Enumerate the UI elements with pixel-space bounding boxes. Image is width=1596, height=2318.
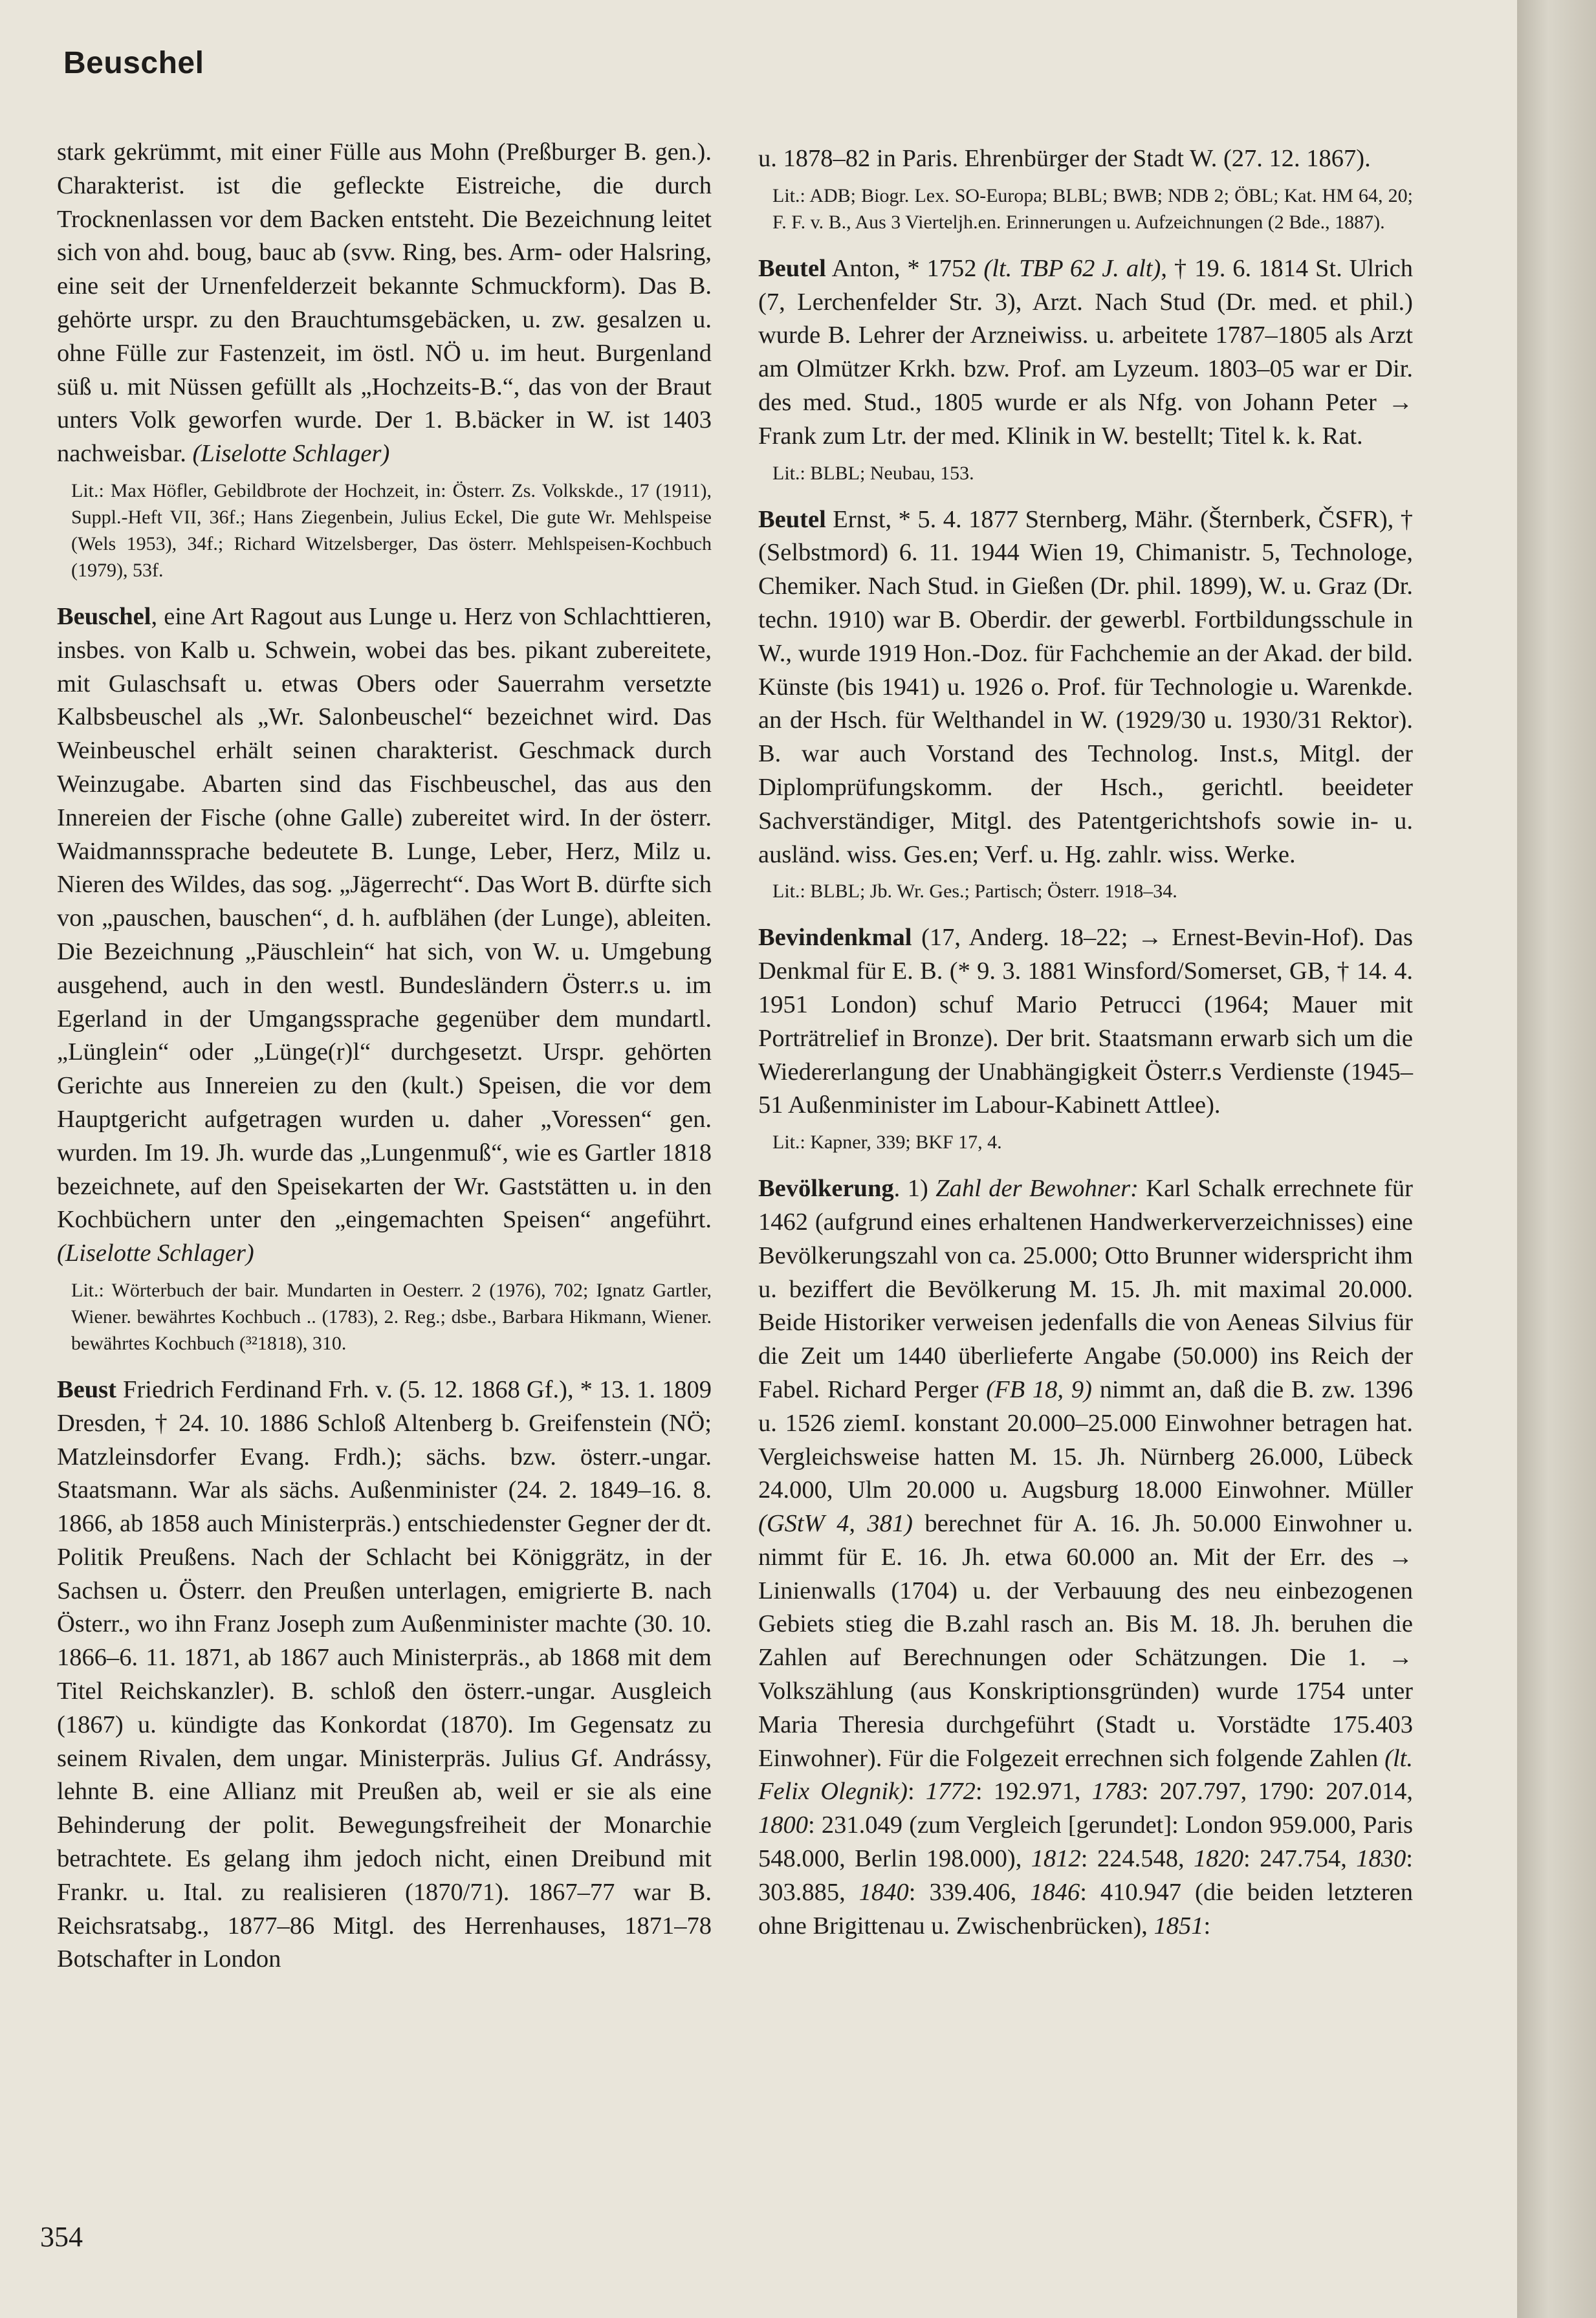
year: 1783 — [1091, 1778, 1142, 1806]
entry-text: , † 19. 6. 1814 St. Ulrich (7, Lerchenfelder Str. 3), Arzt. Nach Stud (Dr. med. et phil.) wurde B. Lehrer der Arzneiwiss. u. arbeitete 1787–1805 als Arzt am Olmützer Krkh. bzw. Prof. am Lyzeum. 1803–05 war er Dir. des med. Stud., 1805 wurde er als Nfg. von Johann Peter → Frank zum Ltr. der med. Klinik in W. bestellt; Titel k. k. Rat. — [758, 254, 1413, 450]
continuation-text: stark gekrümmt, mit einer Fülle aus Mohn (Preßburger B. gen.). Charakterist. ist die gefleckte Eistreiche, die durch Trocknenlassen vor dem Backen entsteht. Die Bezeichnung leitet sich von ahd. boug, bauc ab (svw. Ring, bes. Arm- oder Halsring, eine seit der Urnenfelderzeit bekannte Schmuckform). Das B. gehörte urspr. zu den Brauchtumsgebäcken, u. zw. gesalzen u. ohne Fülle zur Fastenzeit, im östl. NÖ u. im heut. Burgenland süß u. mit Nüssen gefüllt als „Hochzeits-B.“, das von der Braut unters Volk geworfen wurde. Der 1. B.bäcker in W. ist 1403 nachweisbar. — [57, 138, 712, 468]
section-number: . 1) — [893, 1175, 936, 1203]
entry-bevoelkerung — [758, 1172, 1413, 1943]
year: 1800 — [758, 1811, 808, 1839]
headword: Bevindenkmal — [758, 924, 912, 952]
entry-bevindenkmal — [758, 921, 1413, 1122]
left-column — [57, 136, 712, 1976]
value: : 207.797, 1790: 207.014, — [1141, 1778, 1413, 1806]
reference: (GStW 4, 381) — [758, 1510, 913, 1538]
value: : — [1203, 1912, 1211, 1940]
literature-note: Lit.: Max Höfler, Gebildbrote der Hochzeit, in: Österr. Zs. Volkskde., 17 (1911), Suppl.-Heft VII, 36f.; Hans Ziegenbein, Julius Eckel, Die gute Wr. Mehlspeise (Wels 1953), 34f.; Richard Witzelsberger, Das österr. Mehlspeisen-Kochbuch (1979), 53f. — [71, 479, 712, 581]
literature-note: Lit.: BLBL; Neubau, 153. — [772, 462, 974, 484]
page-number: 354 — [40, 2221, 83, 2253]
entry-beutel-anton — [758, 252, 1413, 454]
headword: Bevölkerung — [758, 1175, 894, 1203]
author-signature: (Liselotte Schlager) — [57, 1240, 254, 1267]
author-signature: (Liselotte Schlager) — [192, 440, 390, 468]
headword: Beust — [57, 1375, 116, 1403]
entry-text: Ernst, * 5. 4. 1877 Sternberg, Mähr. (Šternberk, ČSFR), † (Selbstmord) 6. 11. 1944 Wien 19, Chimanistr. 5, Technologe, Chemiker. Nach Stud. in Gießen (Dr. phil. 1899), W. u. Graz (Dr. techn. 1910) war B. Oberdir. der gewerbl. Fortbildungsschule in W., wurde 1919 Hon.-Doz. für Fachchemie an der Akad. der bild. Künste (bis 1941) u. 1926 o. Prof. für Technologie u. Warenkde. an der Hsch. für Welthandel in W. (1929/30 u. 1930/31 Rektor). B. war auch Vorstand des Technolog. Inst.s, Mitgl. der Diplomprüfungskomm. der Hsch., gerichtl. beeideter Sachverständiger, Mitgl. des Patentgerichtshofs sowie in- u. ausländ. wiss. Ges.en; Verf. u. Hg. zahlr. wiss. Werke. — [758, 505, 1413, 868]
reference: (FB 18, 9) — [986, 1375, 1092, 1403]
entry-continuation — [57, 136, 712, 471]
right-column — [758, 142, 1413, 1943]
value: : 224.548, — [1080, 1845, 1194, 1873]
entry-text: nimmt an, daß die B. zw. 1396 u. 1526 ziemI. konstant 20.000–25.000 Einwohner betragen hat. Vergleichsweise hatten M. 15. Jh. Nürnberg 26.000, Lübeck 24.000, Ulm 20.000 u. Augsburg 18.000 Einwohner. Müller — [758, 1375, 1413, 1504]
year: 1812 — [1031, 1845, 1081, 1873]
age-note: (lt. TBP 62 J. alt) — [983, 254, 1161, 282]
value: : 247.754, — [1243, 1845, 1357, 1873]
value: : 339.406, — [908, 1878, 1031, 1906]
headword: Beuschel — [57, 602, 151, 630]
year: 1830 — [1356, 1845, 1406, 1873]
value: : 192.971, — [975, 1778, 1092, 1806]
headword: Beutel — [758, 505, 826, 533]
entry-text: Friedrich Ferdinand Frh. v. (5. 12. 1868 Gf.), * 13. 1. 1809 Dresden, † 24. 10. 1886 Schloß Altenberg b. Greifenstein (NÖ; Matzleinsdorfer Evang. Frdh.); sächs. bzw. österr.-ungar. Staatsmann. War als sächs. Außenminister (24. 2. 1849–16. 8. 1866, ab 1858 auch Ministerpräs.) entschiedenster Gegner der dt. Politik Preußens. Nach der Schlacht bei Königgrätz, in der Sachsen u. Österr. den Preußen unterlagen, emigrierte B. nach Österr., wo ihn Franz Joseph zum Außenminister machte (30. 10. 1866–6. 11. 1871, ab 1867 auch Ministerpräs., ab 1868 mit dem Titel Reichskanzler). B. schloß den österr.-ungar. Ausgleich (1867) u. kündigte das Konkordat (1870). Im Gegensatz zu seinem Rivalen, dem ungar. Ministerpräs. Julius Gf. Andrássy, lehnte B. eine Allianz mit Preußen ab, weil er sie als eine Behinderung der polit. Bewegungsfreiheit der Monarchie betrachtete. Es gelang ihm jedoch nicht, einen Dreibund mit Frankr. u. Ital. zu realisieren (1870/71). 1867–77 war B. Reichsratsabg., 1877–86 Mitgl. des Herrenhauses, 1871–78 Botschafter in London — [57, 1375, 712, 1973]
reference: (lt. Felix Olegnik) — [758, 1744, 1413, 1806]
year: 1772 — [925, 1778, 976, 1806]
book-edge — [1517, 0, 1596, 2318]
year: 1840 — [858, 1878, 909, 1906]
entry-text: (17, Anderg. 18–22; → Ernest-Bevin-Hof). Das Denkmal für E. B. (* 9. 3. 1881 Winsford/Somerset, GB, † 14. 4. 1951 London) schuf Mario Petrucci (1964; Mauer mit Porträtrelief in Bronze). Der brit. Staatsmann erwarb sich um die Wiedererlangung der Unabhängigkeit Österr.s Verdienste (1945–51 Außenminister im Labour-Kabinett Attlee). — [758, 924, 1413, 1119]
entry-beust — [57, 1373, 712, 1976]
literature-note: Lit.: Kapner, 339; BKF 17, 4. — [772, 1132, 1002, 1154]
value: : 303.885, — [758, 1845, 1413, 1906]
literature-note: Lit.: BLBL; Jb. Wr. Ges.; Partisch; Österr. 1918–34. — [772, 880, 1177, 902]
entry-text: berechnet für A. 16. Jh. 50.000 Einwohner u. nimmt für E. 16. Jh. etwa 60.000 an. Mit der Err. des → Linienwalls (1704) u. der Verbauung des neu einbezogenen Gebiets stieg die B.zahl rasch an. Bis M. 18. Jh. beruhen die Zahlen auf Berechnungen oder Schätzungen. Die 1. → Volkszählung (aus Konskriptionsgründen) wurde 1754 unter Maria Theresia durchgeführt (Stadt u. Vorstädte 175.403 Einwohner). Für die Folgezeit errechnen sich folgende Zahlen — [758, 1510, 1413, 1772]
year: 1846 — [1030, 1878, 1080, 1906]
literature-note: Lit.: Wörterbuch der bair. Mundarten in Oesterr. 2 (1976), 702; Ignatz Gartler, Wiener. bewährtes Kochbuch .. (1783), 2. Reg.; dsbe., Barbara Hikmann, Wiener. bewährtes Kochbuch (³²1818), 310. — [71, 1279, 712, 1354]
entry-text: Karl Schalk errechnete für 1462 (aufgrund eines erhaltenen Handwerkerverzeichnisses) eine Bevölkerungszahl von ca. 25.000; Otto Brunner widerspricht ihm u. beziffert die Bevölkerung M. 15. Jh. mit maximal 20.000. Beide Historiker verweisen jedenfalls die von Aeneas Silvius für die Zeit um 1440 überlieferte Angabe (50.000) ins Reich der Fabel. Richard Perger — [758, 1175, 1413, 1403]
entry-text: , eine Art Ragout aus Lunge u. Herz von Schlachttieren, insbes. von Kalb u. Schwein, wobei das bes. pikant zubereitete, mit Gulaschsaft u. etwas Obers oder Sauerrahm versetzte Kalbsbeuschel als „Wr. Salonbeuschel“ bezeichnet wird. Das Weinbeuschel erhält seinen charakterist. Geschmack durch Weinzugabe. Abarten sind das Fischbeuschel, das aus den Innereien der Fische (ohne Galle) zubereitet wird. In der österr. Waidmannssprache bedeutete B. Lunge, Leber, Herz, Milz u. Nieren des Wildes, das sog. „Jägerrecht“. Das Wort B. dürfte sich von „pauschen, bauschen“, d. h. aufblähen (der Lunge), ableiten. Die Bezeichnung „Päuschlein“ hat sich, von W. u. Umgebung ausgehend, auch in den westl. Bundesländern Österr.s u. im Egerland in der Umgangssprache gegenüber dem mundartl. „Lünglein“ oder „Lünge(r)l“ durchgesetzt. Urspr. gehörten Gerichte aus Innereien zu den (kult.) Speisen, die vor dem Hauptgericht aufgetragen wurden u. daher „Voressen“ gen. wurden. Im 19. Jh. wurde das „Lungenmuß“, wie es Gartler 1818 bezeichnete, auf den Speisekarten der Wr. Gaststätten u. in den Kochbüchern unter den „eingemachten Speisen“ angeführt. — [57, 602, 712, 1234]
entry-text: : — [907, 1778, 926, 1806]
entry-beust-continuation: u. 1878–82 in Paris. Ehrenbürger der Stadt W. (27. 12. 1867). — [758, 145, 1371, 172]
running-head: Beuschel — [63, 46, 204, 80]
entry-name: Anton, * 1752 — [825, 254, 984, 282]
year: 1820 — [1194, 1845, 1244, 1873]
value: : 231.049 (zum Vergleich [gerundet]: London 959.000, Paris 548.000, Berlin 198.000), — [758, 1811, 1413, 1873]
entry-beutel-ernst — [758, 503, 1413, 872]
value: : 410.947 (die beiden letzteren ohne Brigittenau u. Zwischenbrücken), — [758, 1878, 1413, 1940]
section-label: Zahl der Bewohner: — [935, 1175, 1139, 1203]
year: 1851 — [1153, 1912, 1204, 1940]
entry-beuschel — [57, 600, 712, 1271]
headword: Beutel — [758, 254, 826, 282]
literature-note: Lit.: ADB; Biogr. Lex. SO-Europa; BLBL; BWB; NDB 2; ÖBL; Kat. HM 64, 20; F. F. v. B., Aus 3 Vierteljh.en. Erinnerungen u. Aufzeichnungen (2 Bde., 1887). — [772, 184, 1413, 233]
